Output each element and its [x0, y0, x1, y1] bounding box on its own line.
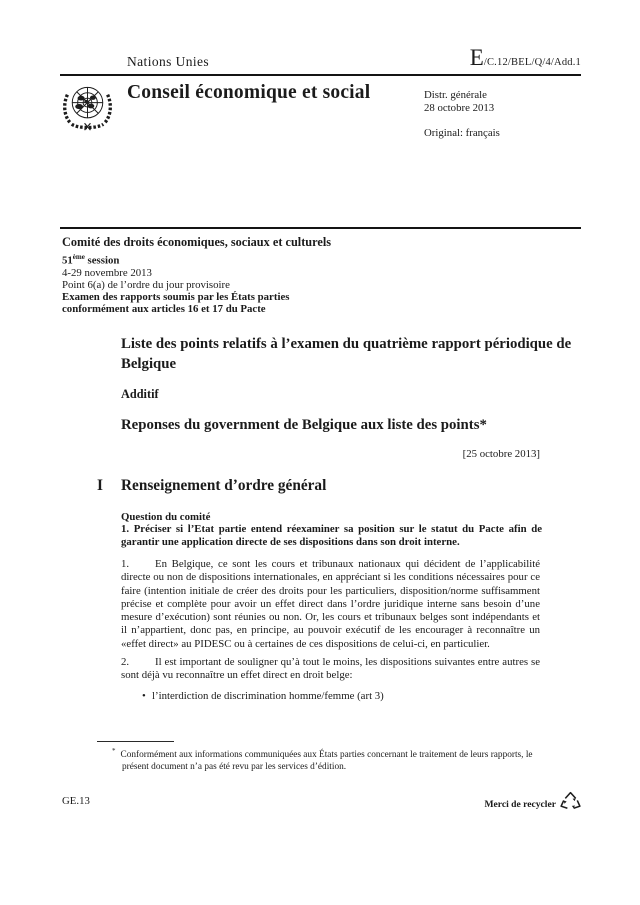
section-heading	[97, 477, 326, 495]
footnote-text: Conformément aux informations communiquées aux États parties concernant le traitement de leurs rapports, le présent document n’a pas été revu par les services d’édition.	[120, 750, 533, 772]
recycle-notice	[484, 789, 583, 819]
header-rule	[60, 74, 581, 76]
agenda-title-line2: conformément aux articles 16 et 17 du Pacte	[62, 302, 266, 315]
question-label: Question du comité	[121, 511, 211, 523]
un-org-name: Nations Unies	[127, 54, 210, 69]
response-title: Reponses du government de Belgique aux liste des points*	[121, 417, 487, 433]
footnote-divider	[97, 741, 174, 742]
recycle-text: Merci de recycler	[484, 798, 556, 810]
list-item	[121, 690, 540, 703]
footer-doc-code: GE.13	[62, 795, 90, 807]
un-emblem-icon	[58, 78, 117, 142]
committee-name: Comité des droits économiques, sociaux et culturels	[62, 235, 332, 249]
distribution-block	[424, 89, 500, 140]
paragraph-number: 1.	[121, 558, 130, 570]
document-symbol-number: /C.12/BEL/Q/4/Add.1	[483, 57, 581, 68]
document-title: Liste des points relatifs à l’examen du quatrième rapport périodique de Belgique	[121, 336, 572, 372]
session-block	[62, 236, 532, 315]
document-symbol	[470, 45, 581, 71]
section-divider-rule	[60, 227, 581, 229]
received-date: [25 octobre 2013]	[462, 448, 540, 460]
bullet-text: l’interdiction de discrimination homme/femme (art 3)	[152, 689, 384, 702]
footnote-marker: *	[112, 747, 116, 755]
document-subtitle: Additif	[121, 387, 159, 401]
paragraph-text: Il est important de souligner qu’à tout le moins, les dispositions suivantes entre autres se sont déjà vu reconnaître un effet direct en droit belge:	[121, 656, 540, 682]
section-heading-text: Renseignement d’ordre général	[121, 477, 327, 494]
committee-question-block	[121, 511, 542, 548]
question-text: 1. Préciser si l’Etat partie entend réexaminer sa position sur le statut du Pacte afin de garantir une application directe de ses dispositions dans son droit interne.	[121, 523, 542, 548]
council-title: Conseil économique et social	[127, 82, 371, 103]
distribution-date: 28 octobre 2013	[424, 102, 495, 114]
session-dates: 4-29 novembre 2013	[62, 266, 152, 279]
session-line: 51ème session	[62, 253, 120, 267]
section-number: I	[97, 477, 103, 494]
agenda-title-line1: Examen des rapports soumis par les États parties	[62, 290, 290, 303]
recycle-icon	[558, 789, 583, 819]
paragraph	[121, 656, 540, 683]
paragraph	[121, 558, 540, 651]
original-language-line: Original: français	[424, 127, 500, 139]
document-symbol-letter: E	[469, 45, 484, 70]
distribution-line: Distr. générale	[424, 89, 487, 101]
paragraph-number: 2.	[121, 656, 130, 669]
footnote	[107, 746, 557, 773]
agenda-item: Point 6(a) de l’ordre du jour provisoire	[62, 278, 230, 291]
body-text-block	[121, 558, 540, 703]
bullet-icon: •	[142, 689, 146, 702]
paragraph-text: En Belgique, ce sont les cours et tribunaux nationaux qui décident de l’applicabilité directe ou non de dispositions internationales, en appréciant si les conditions nécessaires pour ce faire (intention initiale de créer des droits pour les particuliers, disposition/norme suffisamment précise et complète pour avoir un effet direct dans l’ordre juridique interne sans besoin d’une mesure d’exécution) sont réunies ou non. Or, les cours et tribunaux belges sont indépendants et il n’appartient, donc pas, en principe, au pouvoir exécutif de les encourager à reconnaître un «effet direct» au PIDESC ou à certaines de ces dispositions de celui-ci, en particulier.	[121, 558, 540, 650]
